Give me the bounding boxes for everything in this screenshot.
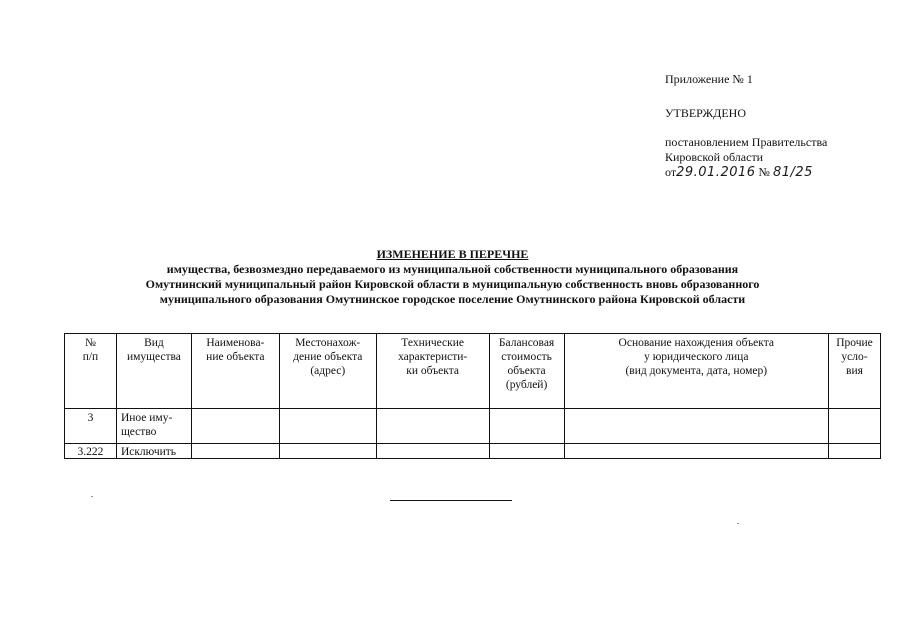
- table-row: [65, 409, 881, 444]
- cell-balance-value: [489, 444, 564, 459]
- cell-number: 3.222: [65, 444, 117, 459]
- header-technical-specs: Технические характеристи- ки объекта: [376, 334, 489, 409]
- cell-number: 3: [65, 409, 117, 444]
- cell-location: [279, 444, 376, 459]
- cell-property-type: Иное иму- щество: [116, 409, 191, 444]
- table-header-row: [65, 334, 881, 409]
- title-line-3: муниципального образования Омутнинское городское поселение Омутнинского района Кировской области: [159, 292, 746, 306]
- decree-line-2: Кировской области: [665, 150, 764, 164]
- cell-other-conditions: [828, 444, 880, 459]
- scan-speck: [91, 496, 93, 497]
- cell-balance-value: [489, 409, 564, 444]
- approval-block: [665, 72, 827, 180]
- header-legal-basis: Основание нахождения объекта у юридического лица (вид документа, дата, номер): [564, 334, 828, 409]
- scan-speck: [737, 523, 739, 524]
- cell-location: [279, 409, 376, 444]
- header-location: Местонахож- дение объекта (адрес): [279, 334, 376, 409]
- decree-line-1: постановлением Правительства: [665, 135, 828, 149]
- handwritten-date: 29.01.2016: [676, 165, 756, 180]
- cell-technical-specs: [376, 444, 489, 459]
- cell-legal-basis: [564, 409, 828, 444]
- cell-legal-basis: [564, 444, 828, 459]
- handwritten-number: 81/25: [772, 165, 813, 180]
- cell-technical-specs: [376, 409, 489, 444]
- header-object-name: Наименова- ние объекта: [191, 334, 279, 409]
- header-balance-value: Балансовая стоимость объекта (рублей): [489, 334, 564, 409]
- cell-object-name: [191, 444, 279, 459]
- table-row: [65, 444, 881, 459]
- number-prefix: №: [758, 165, 770, 179]
- property-table: [64, 333, 881, 459]
- cell-object-name: [191, 409, 279, 444]
- document-title-block: [0, 247, 905, 307]
- cell-property-type: Исключить: [116, 444, 191, 459]
- date-prefix: от: [665, 165, 677, 179]
- decree-date-line: [665, 165, 827, 180]
- header-number: № п/п: [65, 334, 117, 409]
- header-other-conditions: Прочие усло- вия: [828, 334, 880, 409]
- title-line-2: Омутнинский муниципальный район Кировской области в муниципальную собственность вновь образованного: [145, 277, 760, 291]
- cell-other-conditions: [828, 409, 880, 444]
- approved-label: УТВЕРЖДЕНО: [665, 106, 747, 120]
- appendix-label: Приложение № 1: [665, 72, 753, 86]
- header-property-type: Вид имущества: [116, 334, 191, 409]
- title-line-1: имущества, безвозмездно передаваемого из муниципальной собственности муниципального образования: [166, 262, 739, 276]
- document-title: ИЗМЕНЕНИЕ В ПЕРЕЧНЕ: [376, 247, 529, 261]
- end-of-document-rule: [390, 500, 512, 501]
